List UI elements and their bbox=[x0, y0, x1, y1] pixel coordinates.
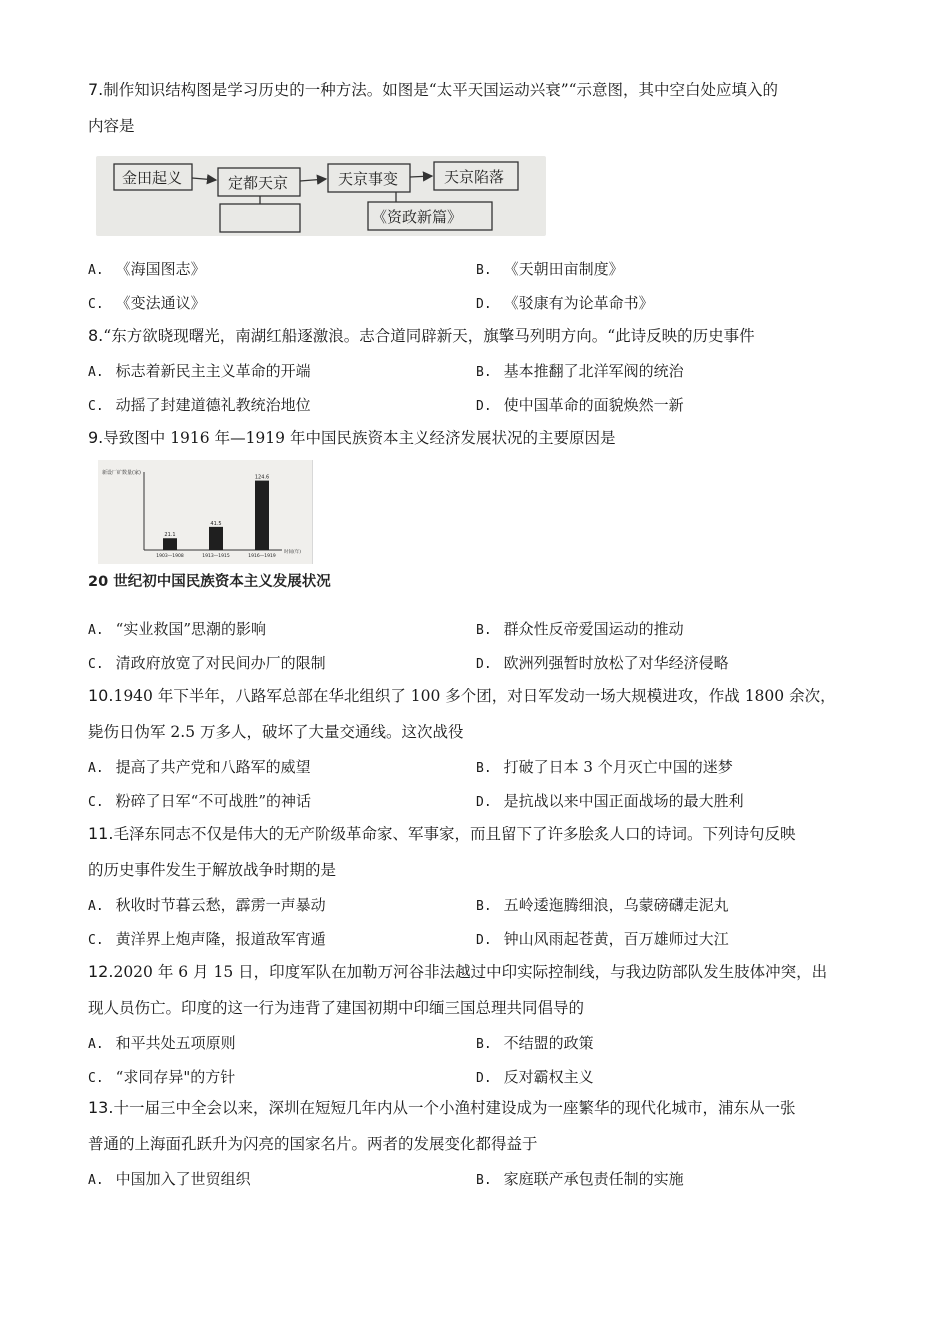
question-10-option-a[interactable] bbox=[88, 756, 311, 777]
option-text: 《驳康有为论革命书》 bbox=[503, 294, 654, 312]
question-11-options-row-2 bbox=[88, 928, 868, 954]
question-13-text-2: 普通的上海面孔跃升为闪亮的国家名片。两者的发展变化都得益于 bbox=[88, 1135, 538, 1153]
question-10-options-row-1 bbox=[88, 756, 868, 782]
option-letter: B. bbox=[476, 623, 492, 638]
option-text: 反对霸权主义 bbox=[503, 1068, 594, 1086]
question-10-text-1: 1940 年下半年，八路军总部在华北组织了 100 多个团，对日军发动一场大规模进攻，作战 1800 余次， bbox=[113, 687, 836, 705]
question-12-text-1: 2020 年 6 月 15 日，印度军队在加勒万河谷非法越过中印实际控制线，与我边防部队发生肢体冲突，出 bbox=[113, 963, 828, 981]
question-9-options-row-1 bbox=[88, 618, 868, 644]
question-8-options-row-1 bbox=[88, 360, 868, 386]
option-text: 五岭逶迤腾细浪，乌蒙磅礴走泥丸 bbox=[503, 896, 729, 914]
chart-value-label-1: 21.1 bbox=[164, 532, 176, 539]
question-7-line-1 bbox=[88, 72, 868, 108]
question-11-number: 11. bbox=[88, 824, 114, 843]
diagram-label-tianjing-fall: 天京陷落 bbox=[444, 168, 505, 186]
question-12-options-row-2 bbox=[88, 1066, 868, 1092]
option-text: “求同存异"的方针 bbox=[115, 1068, 236, 1086]
option-text: 打破了日本 3 个月灭亡中国的迷梦 bbox=[503, 758, 733, 776]
question-9 bbox=[88, 420, 868, 456]
question-10-option-d[interactable] bbox=[476, 790, 744, 811]
option-letter: A. bbox=[88, 1173, 104, 1188]
option-text: 中国加入了世贸组织 bbox=[115, 1170, 251, 1188]
option-letter: B. bbox=[476, 365, 492, 380]
question-8-options-row-2 bbox=[88, 394, 868, 420]
question-9-option-d[interactable] bbox=[476, 652, 729, 673]
question-12-line-1 bbox=[88, 954, 868, 990]
question-9-option-b[interactable] bbox=[476, 618, 684, 639]
question-13-options-row-1 bbox=[88, 1168, 868, 1194]
question-12-option-b[interactable] bbox=[476, 1032, 594, 1053]
option-letter: D. bbox=[476, 657, 492, 672]
question-12-number: 12. bbox=[88, 962, 114, 981]
question-12-options-row-1 bbox=[88, 1032, 868, 1058]
chart-category-label-1: 1903—1908 bbox=[156, 554, 184, 559]
question-13-line-1 bbox=[88, 1090, 868, 1126]
option-text: 《海国图志》 bbox=[115, 260, 206, 278]
option-letter: A. bbox=[88, 1037, 104, 1052]
question-11-option-d[interactable] bbox=[476, 928, 729, 949]
option-text: 标志着新民主主义革命的开端 bbox=[115, 362, 311, 380]
diagram-arrow-1 bbox=[192, 178, 216, 180]
question-13-option-b[interactable] bbox=[476, 1168, 684, 1189]
question-11-option-c[interactable] bbox=[88, 928, 326, 949]
question-10 bbox=[88, 678, 868, 750]
question-11-option-a[interactable] bbox=[88, 894, 326, 915]
question-8-option-d[interactable] bbox=[476, 394, 684, 415]
option-letter: C. bbox=[88, 795, 104, 810]
question-10-number: 10. bbox=[88, 686, 114, 705]
question-9-option-a[interactable] bbox=[88, 618, 266, 639]
option-text: 是抗战以来中国正面战场的最大胜利 bbox=[503, 792, 744, 810]
question-13-option-a[interactable] bbox=[88, 1168, 251, 1189]
option-text: 动摇了封建道德礼教统治地位 bbox=[115, 396, 311, 414]
option-letter: C. bbox=[88, 657, 104, 672]
question-12 bbox=[88, 954, 868, 1026]
question-13 bbox=[88, 1090, 868, 1162]
question-7-text-2: 内容是 bbox=[88, 117, 135, 135]
option-letter: B. bbox=[476, 263, 492, 278]
question-10-option-c[interactable] bbox=[88, 790, 311, 811]
option-letter: D. bbox=[476, 1071, 492, 1086]
option-letter: D. bbox=[476, 795, 492, 810]
capitalism-chart-svg bbox=[98, 460, 312, 564]
question-12-option-a[interactable] bbox=[88, 1032, 236, 1053]
chart-caption: 20 世纪初中国民族资本主义发展状况 bbox=[88, 574, 331, 590]
question-12-text-2: 现人员伤亡。印度的这一行为违背了建国初期中印缅三国总理共同倡导的 bbox=[88, 999, 585, 1017]
diagram-arrow-2 bbox=[300, 179, 326, 181]
option-text: 基本推翻了北洋军阀的统治 bbox=[503, 362, 684, 380]
diagram-label-jintian: 金田起义 bbox=[122, 169, 183, 187]
chart-category-label-2: 1913—1915 bbox=[202, 554, 230, 559]
question-11-line-1 bbox=[88, 816, 868, 852]
option-letter: A. bbox=[88, 263, 104, 278]
question-11-options-row-1 bbox=[88, 894, 868, 920]
option-letter: B. bbox=[476, 1173, 492, 1188]
option-text: 家庭联产承包责任制的实施 bbox=[503, 1170, 684, 1188]
diagram-label-zizheng: 《资政新篇》 bbox=[372, 208, 463, 226]
question-12-option-d[interactable] bbox=[476, 1066, 594, 1087]
diagram-box-blank bbox=[220, 204, 300, 232]
option-letter: D. bbox=[476, 399, 492, 414]
option-text: 粉碎了日军“不可战胜”的神话 bbox=[115, 792, 311, 810]
question-7 bbox=[88, 72, 868, 144]
chart-value-label-3: 124.6 bbox=[254, 474, 270, 481]
chart-bar-3 bbox=[255, 481, 269, 550]
question-11-option-b[interactable] bbox=[476, 894, 729, 915]
capitalism-chart bbox=[98, 460, 313, 564]
chart-bar-2 bbox=[209, 527, 223, 550]
question-11 bbox=[88, 816, 868, 888]
question-7-options-row-2 bbox=[88, 292, 868, 318]
option-letter: B. bbox=[476, 1037, 492, 1052]
question-7-options-row-1 bbox=[88, 258, 868, 284]
question-7-number: 7. bbox=[88, 80, 104, 99]
option-letter: C. bbox=[88, 1071, 104, 1086]
question-8-option-b[interactable] bbox=[476, 360, 684, 381]
option-text: 提高了共产党和八路军的威望 bbox=[115, 758, 311, 776]
question-10-option-b[interactable] bbox=[476, 756, 733, 777]
question-8-option-a[interactable] bbox=[88, 360, 311, 381]
option-letter: D. bbox=[476, 297, 492, 312]
diagram-arrow-3 bbox=[410, 176, 432, 177]
taiping-diagram bbox=[96, 156, 546, 236]
option-text: 欧洲列强暂时放松了对华经济侵略 bbox=[503, 654, 729, 672]
option-text: 清政府放宽了对民间办厂的限制 bbox=[115, 654, 326, 672]
question-10-text-2: 毙伤日伪军 2.5 万多人，破坏了大量交通线。这次战役 bbox=[88, 723, 464, 741]
option-text: 和平共处五项原则 bbox=[115, 1034, 236, 1052]
question-9-options-row-2 bbox=[88, 652, 868, 678]
question-8-text-1: “东方欲晓现曙光，南湖红船逐激浪。志合道同辟新天，旗擎马列明方向。“此诗反映的历史事件 bbox=[103, 327, 755, 345]
option-letter: C. bbox=[88, 399, 104, 414]
diagram-label-dingdu: 定都天京 bbox=[228, 174, 289, 192]
option-letter: C. bbox=[88, 933, 104, 948]
question-7-option-a[interactable] bbox=[88, 258, 206, 279]
question-10-line-1 bbox=[88, 678, 868, 714]
question-8-option-c[interactable] bbox=[88, 394, 311, 415]
question-10-options-row-2 bbox=[88, 790, 868, 816]
option-letter: B. bbox=[476, 899, 492, 914]
chart-x-label: 时间(年) bbox=[284, 550, 302, 555]
question-11-text-2: 的历史事件发生于解放战争时期的是 bbox=[88, 861, 337, 879]
option-letter: C. bbox=[88, 297, 104, 312]
chart-value-label-2: 41.5 bbox=[210, 520, 222, 527]
option-text: “实业救国”思潮的影响 bbox=[115, 620, 266, 638]
option-letter: D. bbox=[476, 933, 492, 948]
option-letter: A. bbox=[88, 365, 104, 380]
option-text: 群众性反帝爱国运动的推动 bbox=[503, 620, 684, 638]
question-13-number: 13. bbox=[88, 1098, 114, 1117]
question-12-option-c[interactable] bbox=[88, 1066, 235, 1087]
question-9-number: 9. bbox=[88, 428, 104, 447]
question-7-option-c[interactable] bbox=[88, 292, 206, 313]
option-text: 不结盟的政策 bbox=[503, 1034, 594, 1052]
chart-bar-1 bbox=[163, 538, 177, 550]
question-7-text-1: 制作知识结构图是学习历史的一种方法。如图是“太平天国运动兴衰”“示意图，其中空白处应填入的 bbox=[103, 81, 779, 99]
question-8-number: 8. bbox=[88, 326, 104, 345]
question-9-line-1 bbox=[88, 420, 868, 456]
question-9-text-1: 导致图中 1916 年—1919 年中国民族资本主义经济发展状况的主要原因是 bbox=[103, 429, 616, 447]
option-text: 黄洋界上炮声隆，报道敌军宵遁 bbox=[115, 930, 326, 948]
option-text: 钟山风雨起苍黄，百万雄师过大江 bbox=[503, 930, 729, 948]
option-text: 使中国革命的面貌焕然一新 bbox=[503, 396, 684, 414]
diagram-label-tianjing-incident: 天京事变 bbox=[338, 170, 399, 188]
option-letter: A. bbox=[88, 761, 104, 776]
option-text: 秋收时节暮云愁，霹雳一声暴动 bbox=[115, 896, 326, 914]
option-text: 《变法通议》 bbox=[115, 294, 206, 312]
taiping-diagram-svg bbox=[96, 156, 546, 236]
question-7-option-b[interactable] bbox=[476, 258, 624, 279]
chart-category-label-3: 1916—1919 bbox=[248, 554, 276, 559]
question-13-text-1: 十一届三中全会以来，深圳在短短几年内从一个小渔村建设成为一座繁华的现代化城市，浦东从一张 bbox=[113, 1099, 796, 1117]
question-7-option-d[interactable] bbox=[476, 292, 654, 313]
question-8 bbox=[88, 318, 868, 354]
question-8-line-1 bbox=[88, 318, 868, 354]
option-letter: A. bbox=[88, 899, 104, 914]
option-letter: A. bbox=[88, 623, 104, 638]
question-9-option-c[interactable] bbox=[88, 652, 326, 673]
question-11-text-1: 毛泽东同志不仅是伟大的无产阶级革命家、军事家，而且留下了许多脍炙人口的诗词。下列诗句反映 bbox=[113, 825, 796, 843]
chart-y-label: 新设厂矿数量(家) bbox=[102, 470, 141, 476]
option-text: 《天朝田亩制度》 bbox=[503, 260, 624, 278]
option-letter: B. bbox=[476, 761, 492, 776]
